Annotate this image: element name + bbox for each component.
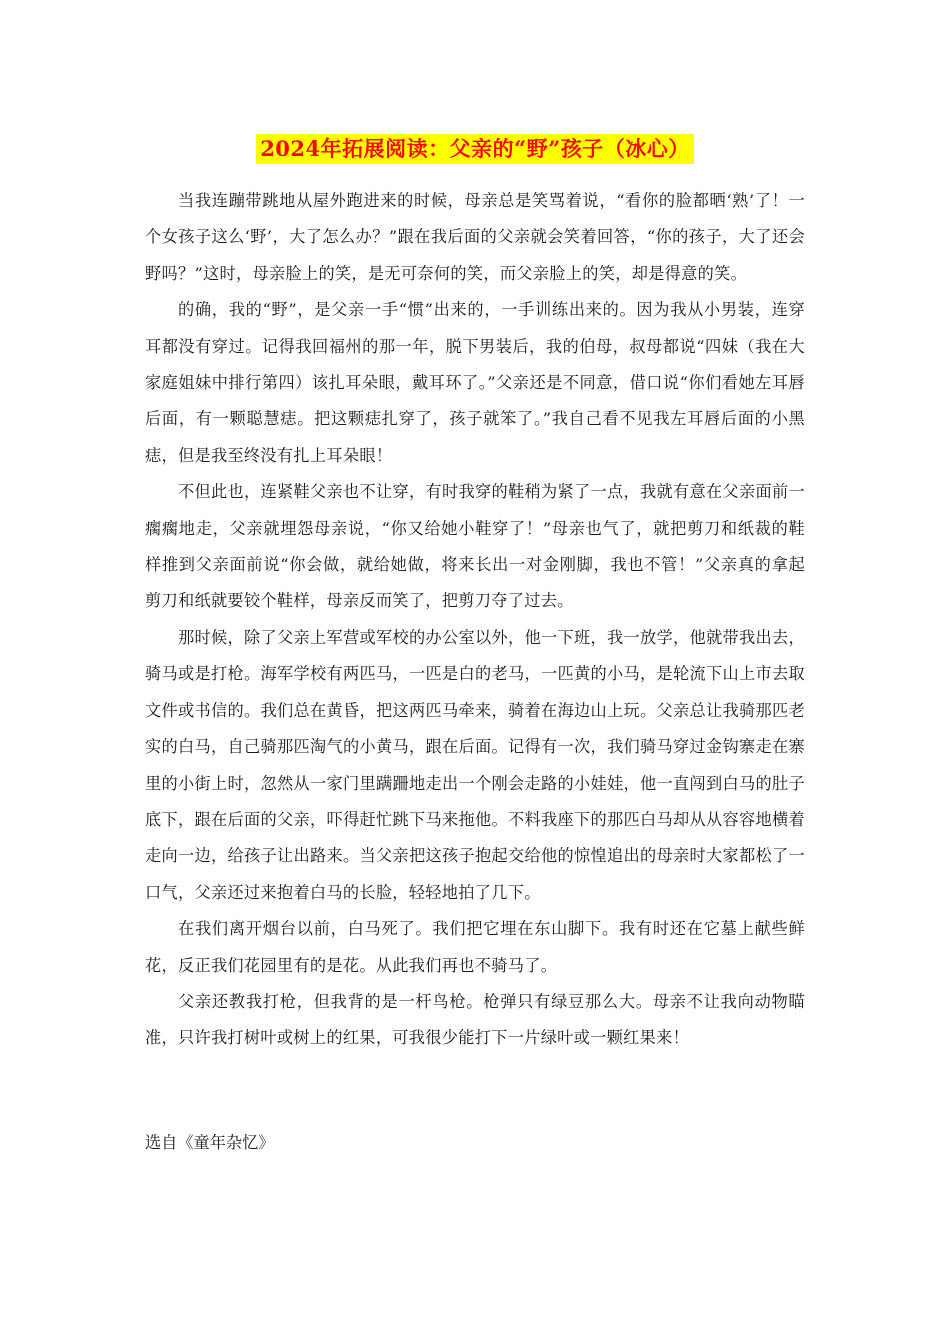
paragraph-1: 当我连蹦带跳地从屋外跑进来的时候，母亲总是笑骂着说，“看你的脸都晒‘熟’了！一个女孩子这么‘野’，大了怎么办？”跟在我后面的父亲就会笑着回答，“你的孩子，大了还会野吗？”这时，母亲脸上的笑，是无可奈何的笑，而父亲脸上的笑，却是得意的笑。 [145,191,805,283]
paragraph-5: 在我们离开烟台以前，白马死了。我们把它埋在东山脚下。我有时还在它墓上献些鲜花，反正我们花园里有的是花。从此我们再也不骑马了。 [145,919,805,975]
paragraph-3: 不但此也，连紧鞋父亲也不让穿，有时我穿的鞋稍为紧了一点，我就有意在父亲面前一瘸瘸地走，父亲就埋怨母亲说，“你又给她小鞋穿了！”母亲也气了，就把剪刀和纸裁的鞋样推到父亲面前说“你会做，就给她做，将来长出一对金刚脚，我也不管！”父亲真的拿起剪刀和纸就要铰个鞋样，母亲反而笑了，把剪刀夺了过去。 [145,482,805,611]
paragraph-4: 那时候，除了父亲上军营或军校的办公室以外，他一下班，我一放学，他就带我出去，骑马或是打枪。海军学校有两匹马，一匹是白的老马，一匹黄的小马，是轮流下山上市去取文件或书信的。我们总在黄昏，把这两匹马牵来，骑着在海边山上玩。父亲总让我骑那匹老实的白马，自己骑那匹淘气的小黄马，跟在后面。记得有一次，我们骑马穿过金钩寨走在寨里的小街上时，忽然从一家门里蹒跚地走出一个刚会走路的小娃娃，他一直闯到白马的肚子底下，跟在后面的父亲，吓得赶忙跳下马来拖他。不料我座下的那匹白马却从从容容地横着走向一边，给孩子让出路来。当父亲把这孩子抱起交给他的惊惶追出的母亲时大家都松了一口气，父亲还过来抱着白马的长脸，轻轻地拍了几下。 [145,627,805,902]
source-note: 选自《童年杂忆》 [145,1133,275,1152]
title-container [0,134,950,164]
paragraph-2: 的确，我的“野”，是父亲一手“惯”出来的，一手训练出来的。因为我从小男装，连穿耳都没有穿过。记得我回福州的那一年，脱下男装后，我的伯母，叔母都说“四妹（我在大家庭姐妹中排行第四）该扎耳朵眼，戴耳环了。”父亲还是不同意，借口说“你们看她左耳唇后面，有一颗聪慧痣。把这颗痣扎穿了，孩子就笨了。”我自己看不见我左耳唇后面的小黑痣，但是我至终没有扎上耳朵眼！ [145,300,805,465]
paragraph-6: 父亲还教我打枪，但我背的是一杆鸟枪。枪弹只有绿豆那么大。母亲不让我向动物瞄准，只许我打树叶或树上的红果，可我很少能打下一片绿叶或一颗红果来！ [145,991,805,1048]
document-title: 2024年拓展阅读：父亲的“野”孩子（冰心） [256,134,694,164]
article-body [145,183,805,1057]
